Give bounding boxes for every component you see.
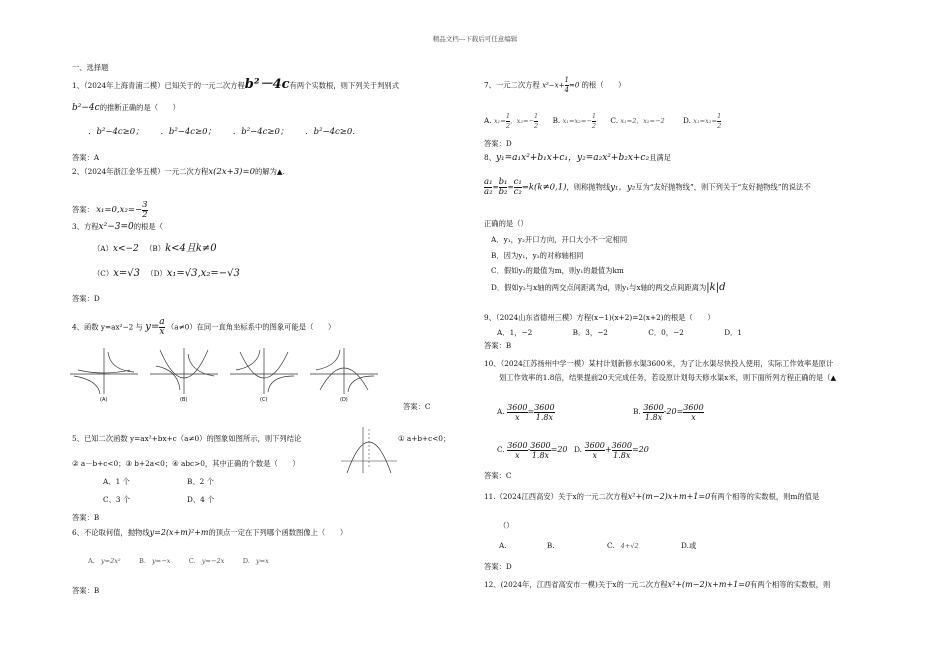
graph-d-label: (D): [340, 397, 348, 403]
q5-conclusions: ② a－b+c<0；③ b+2a<0；④ abc>0，其中正确的个数是（ ）: [72, 459, 300, 468]
q4-stem: 4、函数 y=ax²−2 与 y= $\frac{a}{x}$ （a≠0）在同一直角坐标系中的图象可能是（ ）: [72, 317, 336, 337]
q5-option-a: A、1 个: [103, 477, 130, 486]
q4-graphs: [70, 346, 390, 406]
q1-stem-2: b²−4c的推断正确的是（ ）: [72, 103, 180, 113]
q6-stem: 6、不论取何值，抛物线y=2(x+m)²+m的顶点一定在下列哪个函数图像上（ ）: [72, 528, 348, 537]
graph-b: [150, 348, 218, 394]
graph-c-label: (C): [260, 397, 268, 403]
q1-stem: 1、（2024年上海青浦二模）已知关于的一元二次方程b²－4c有两个实数根，则下列关于判别式: [72, 77, 399, 92]
q10-options-cd: C. $\frac{3600}{x}$ - $\frac{3600}{1.8x}$ =20 D. $\frac{3600}{x}$ + $\frac{3600}{1.8x}$ =20: [497, 440, 649, 460]
q8-option-c: C．假如y₂的最值为m，则y₁的最值为km: [491, 266, 624, 275]
q10-options-ab: A. $\frac{3600}{x}$ = $\frac{3600}{1.8x}$ B. $\frac{3600}{1.8x}$ -20= $\frac{3600}{x}$: [497, 402, 704, 422]
q8-stem: 8、y₁=a₁x²+b₁x+c₁，y₂=a₂x²+b₂x+c₂且满足: [484, 153, 671, 163]
q5-option-c: C、3 个: [103, 495, 131, 504]
graph-a-label: (A): [100, 397, 108, 403]
q7-stem: 7、一元二次方程 x²−x+ $\frac{1}{4}$ =0 的根（ ）: [484, 76, 626, 94]
q6-options: A. y=2x² B. y=−x C. y=−2x D. y=x: [88, 557, 269, 565]
q5-option-b: B、2 个: [187, 477, 214, 486]
q9-stem: 9、（2024山东省德州三模）方程(x−1)(x+2)=2(x+2)的根是（ ）: [484, 313, 715, 322]
q3-answer: 答案：D: [72, 294, 100, 303]
q2-stem: 2、（2024年浙江金华五模）一元二次方程x(2x+3)=0的解为▲.: [72, 167, 285, 177]
q8-option-a: A．y₁，y₂开口方向，开口大小不一定相同: [491, 235, 628, 244]
q11-options: A. B. C. 4+√2 D.或: [499, 541, 697, 550]
q5-option-d: D、4 个: [187, 495, 215, 504]
q1-options: ．b²−4c≥0； ．b²−4c≥0； ．b²−4c≥0； ．b²−4c≥0．: [88, 127, 361, 137]
q9-options: A．1，−2 B．3，−2 C．0，−2 D．1: [497, 328, 742, 337]
q8-stem-2: 正确的是（）: [484, 219, 528, 228]
q5-stem: 5、已知二次函数 y=ax²+bx+c（a≠0）的图象如图所示，则下列结论: [72, 434, 302, 443]
q7-options: A. x₁= $\frac{1}{2}$ ，x₂=− $\frac{1}{2}$ B. x₁=x₂=− $\frac{1}{2}$ C. x₁=2，x₂=−2 D. x₁=x₂= $\frac{1}{2}$: [484, 111, 722, 130]
q3-options-ab: （A）x<−2 （B）k<4且k≠0: [93, 243, 217, 254]
q7-answer: 答案：D: [484, 139, 512, 148]
graph-a: [70, 348, 138, 394]
q8-option-b: B．因为y₁，y₂的对称轴相同: [491, 251, 584, 260]
graph-c: [230, 348, 298, 394]
page-header: 精品文档---下载后可任意编辑: [432, 35, 518, 43]
q5-parabola-graph: [339, 425, 399, 475]
q11-answer: 答案：D: [484, 562, 512, 571]
q6-answer: 答案：B: [72, 586, 100, 595]
q5-conclusion-1: ① a+b+c<0；: [398, 434, 451, 443]
q10-answer: 答案：C: [484, 471, 512, 480]
q3-stem: 3、方程x²−3=0的根是（: [72, 222, 163, 232]
q8-condition: $\frac{\text{a₁}}{\text{a₂}}$ = $\frac{\text{b₁}}{\text{b₂}}$ = $\frac{\text{c₁}}{\text{c₂}}$ =k(k≠0,1)，则称抛物线y₁，y₂互为“友好抛物线”，则下列关于“友好抛物线”的说法不: [484, 177, 811, 197]
q12-stem: 12、(2024年，江西省高安市一模)关于x的一元二次方程x²+(m−2)x+m+1=0有两个相等的实数根，则: [484, 580, 831, 589]
q11-paren: （）: [499, 521, 514, 530]
q8-option-d: D．假如y₂与x轴的两交点间距离为d，则y₁与x轴的两交点间距离为|k|d: [491, 282, 726, 293]
q10-stem-2: 划工作效率的1.8倍，结果提前20天完成任务，若设原计划每天修水渠x米，则下面所列方程正确的是（▲: [499, 373, 837, 382]
q1-answer: 答案：A: [72, 153, 100, 162]
q3-options-cd: （C）x=√3 （D）x₁=√3,x₂=−√3: [93, 268, 240, 279]
graph-b-label: (B): [180, 397, 188, 403]
q9-answer: 答案：B: [484, 341, 512, 350]
q11-stem: 11.（2024江西高安）关于x的一元二次方程x²+(m−2)x+m+1=0有两个相等的实数根，则m的值是: [484, 492, 820, 501]
q2-answer: 答案： x₁=0,x₂=− $\frac{3}{2}$: [72, 199, 148, 220]
q10-stem: 10、（2024江苏扬州中学一模）某村计划新修水渠3600米，为了让水渠尽快投入使用，实际工作效率是原计: [484, 359, 834, 368]
graph-d: [310, 348, 378, 394]
q4-answer: 答案：C: [403, 402, 431, 411]
q5-answer: 答案：B: [72, 513, 100, 522]
section-title: 一、选择题: [72, 63, 109, 72]
